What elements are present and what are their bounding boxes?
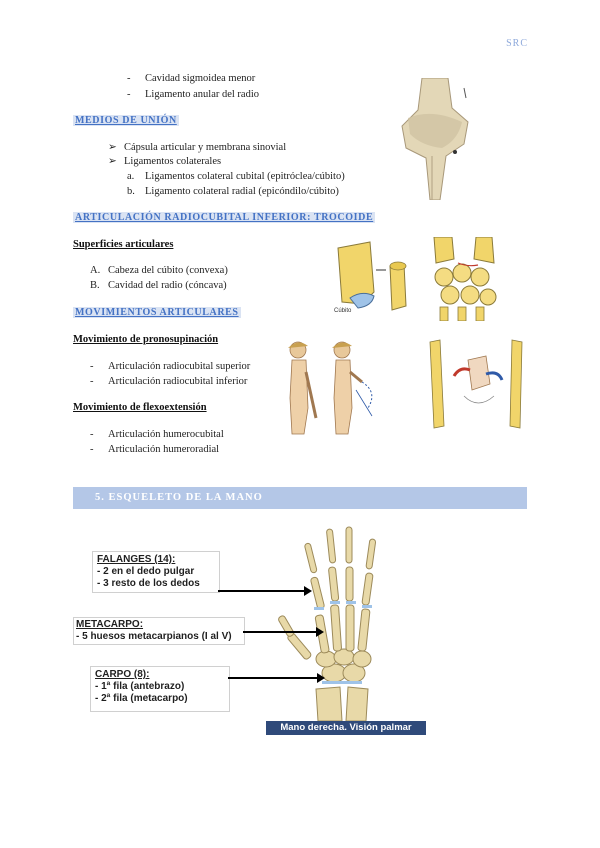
radius-ulna-rotation-figure	[424, 336, 528, 430]
section-heading-movimientos: MOVIMIENTOS ARTICULARES	[75, 307, 239, 318]
list-item	[90, 360, 251, 374]
bullet-text: Cápsula articular y membrana sinovial	[124, 142, 287, 153]
list-item	[90, 279, 227, 293]
subheading-pronosupinacion: Movimiento de pronosupinación	[73, 334, 219, 345]
list-text: Articulación humeroradial	[108, 444, 220, 455]
list-item	[90, 443, 220, 457]
list-item	[127, 88, 259, 102]
wrist-bones-figure	[428, 237, 500, 321]
arrow-right-icon	[304, 586, 312, 596]
list-text: Cabeza del cúbito (convexa)	[108, 265, 228, 276]
list-text: Cavidad sigmoidea menor	[145, 73, 256, 84]
falanges-box	[92, 551, 220, 593]
list-text: Articulación radiocubital inferior	[108, 376, 248, 387]
sub-text: Ligamento colateral radial (epicóndilo/cúbito)	[145, 186, 339, 197]
list-item	[127, 72, 256, 86]
list-marker: -	[90, 376, 94, 387]
arrow-bullet-icon: ➢	[108, 142, 117, 153]
list-item	[90, 428, 224, 442]
carpo-title: CARPO (8):	[95, 669, 150, 680]
subheading-flexoextension: Movimiento de flexoextensión	[73, 402, 207, 413]
pronosupination-figure	[282, 338, 382, 436]
falanges-pointer-line	[218, 590, 308, 592]
sub-marker: b.	[127, 186, 135, 197]
carpo-line: - 1ª fila (antebrazo)	[95, 681, 185, 692]
list-item	[90, 264, 228, 278]
list-text: Ligamento anular del radio	[145, 89, 259, 100]
section-title-esqueleto: 5. ESQUELETO DE LA MANO	[95, 492, 263, 503]
figure-label-cubito: Cúbito	[334, 308, 352, 314]
list-marker: -	[90, 361, 94, 372]
arrow-right-icon	[317, 673, 325, 683]
subheading-superficies: Superficies articulares	[73, 239, 174, 250]
carpo-line: - 2ª fila (metacarpo)	[95, 693, 188, 704]
list-text: Articulación radiocubital superior	[108, 361, 251, 372]
bullet-item	[108, 141, 287, 155]
hand-figure-caption: Mano derecha. Visión palmar	[266, 721, 426, 735]
arrow-bullet-icon: ➢	[108, 156, 117, 167]
list-marker: B.	[90, 280, 100, 291]
carpo-pointer-line	[228, 677, 320, 679]
arrow-right-icon	[316, 627, 324, 637]
falanges-line: - 3 resto de los dedos	[97, 578, 200, 589]
falanges-title: FALANGES (14):	[97, 554, 176, 565]
falanges-line: - 2 en el dedo pulgar	[97, 566, 195, 577]
list-marker: -	[127, 73, 131, 84]
hand-skeleton-figure	[268, 523, 424, 721]
metacarpo-box	[73, 617, 245, 645]
carpo-box	[90, 666, 230, 712]
metacarpo-title: METACARPO:	[76, 619, 144, 630]
radioulnar-figure	[328, 240, 412, 316]
elbow-joint-figure	[392, 78, 478, 200]
metacarpo-line: - 5 huesos metacarpianos (I al V)	[76, 631, 232, 642]
list-item	[90, 375, 248, 389]
sub-marker: a.	[127, 171, 135, 182]
sub-item	[127, 185, 339, 199]
list-text: Articulación humerocubital	[108, 429, 224, 440]
section-heading-radiocubital: ARTICULACIÓN RADIOCUBITAL INFERIOR: TROCOIDE	[75, 212, 374, 223]
bullet-text: Ligamentos colaterales	[124, 156, 222, 167]
list-marker: A.	[90, 265, 101, 276]
list-text: Cavidad del radio (cóncava)	[108, 280, 227, 291]
section-heading-medios: MEDIOS DE UNIÓN	[75, 115, 177, 126]
list-marker: -	[90, 429, 94, 440]
sub-text: Ligamentos colateral cubital (epitróclea/cúbito)	[145, 171, 345, 182]
bullet-item	[108, 155, 222, 169]
metacarpo-pointer-line	[243, 631, 319, 633]
list-marker: -	[127, 89, 131, 100]
list-marker: -	[90, 444, 94, 455]
sub-item	[127, 170, 345, 184]
header-initials: SRC	[506, 38, 528, 49]
